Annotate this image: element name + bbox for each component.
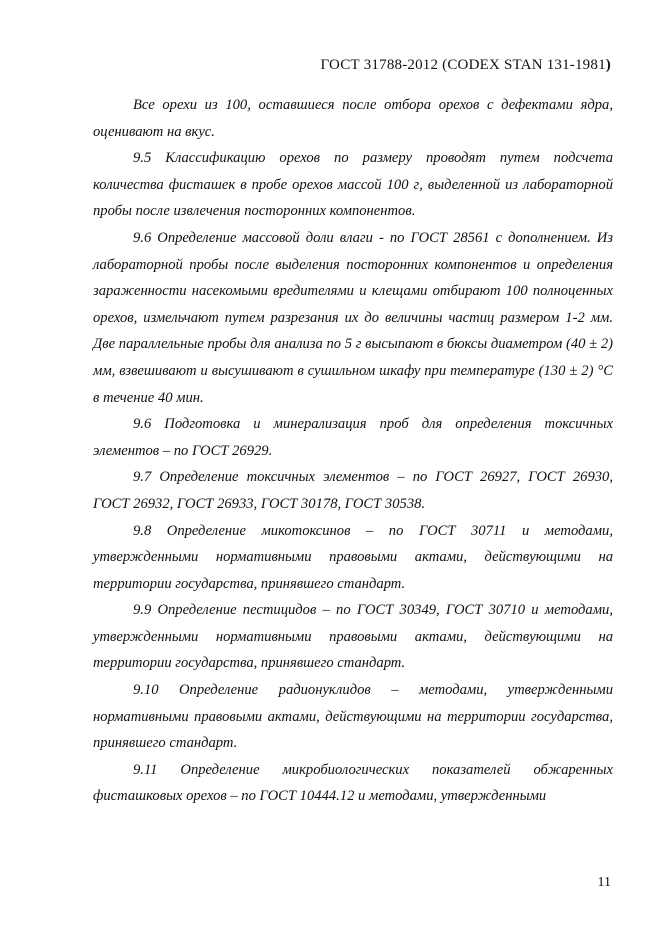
paragraph-9-7-toxic-elements: 9.7 Определение токсичных элементов – по ГОСТ 26927, ГОСТ 26930, ГОСТ 26932, ГОСТ 26933, ГОСТ 30178, ГОСТ 30538. [93, 469, 613, 512]
paragraph-9-5-size-classification: 9.5 Классификацию орехов по размеру проводят путем подсчета количества фисташек в пробе орехов массой 100 г, выделенной из лабораторной пробы после извлечения посторонних компонентов. [93, 150, 613, 220]
page-number: 11 [597, 875, 611, 890]
paragraph-9-9-pesticides: 9.9 Определение пестицидов – по ГОСТ 30349, ГОСТ 30710 и методами, утвержденными нормативными правовыми актами, действующими на территории государства, принявшего стандарт. [93, 602, 613, 672]
paragraph-9-6-moisture: 9.6 Определение массовой доли влаги - по ГОСТ 28561 с дополнением. Из лабораторной пробы после выделения посторонних компонентов и определения зараженности насекомыми вредителями и клещами отбирают 100 полноценных орехов, измельчают путем разрезания их до величины частиц размером 1-2 мм. Две параллельные пробы для анализа по 5 г высыпают в бюксы диаметром (40 ± 2) мм, взвешивают и высушивают в сушильном шкафу при температуре (130 ± 2) °С в течение 40 мин. [93, 229, 613, 406]
paragraph-9-6-sample-preparation: 9.6 Подготовка и минерализация проб для определения токсичных элементов – по ГОСТ 26929. [93, 416, 613, 459]
paragraph-9-10-radionuclides: 9.10 Определение радионуклидов – методами, утвержденными нормативными правовыми актами, действующими на территории государства, принявшего стандарт. [93, 682, 613, 752]
paragraph-9-11-microbiology: 9.11 Определение микробиологических показателей обжаренных фисташковых орехов – по ГОСТ 10444.12 и методами, утвержденными [93, 761, 613, 805]
paragraph-9-8-mycotoxins: 9.8 Определение микотоксинов – по ГОСТ 30711 и методами, утвержденными нормативными правовыми актами, действующими на территории государства, принявшего стандарт. [93, 522, 613, 592]
header-closing-paren: ) [605, 57, 611, 73]
page-header [320, 57, 611, 74]
header-standard-title: ГОСТ 31788-2012 (CODEX STAN 131-1981 [320, 57, 606, 73]
paragraph-taste-evaluation: Все орехи из 100, оставшиеся после отбора орехов с дефектами ядра, оценивают на вкус. [93, 97, 613, 140]
document-body [93, 92, 613, 810]
